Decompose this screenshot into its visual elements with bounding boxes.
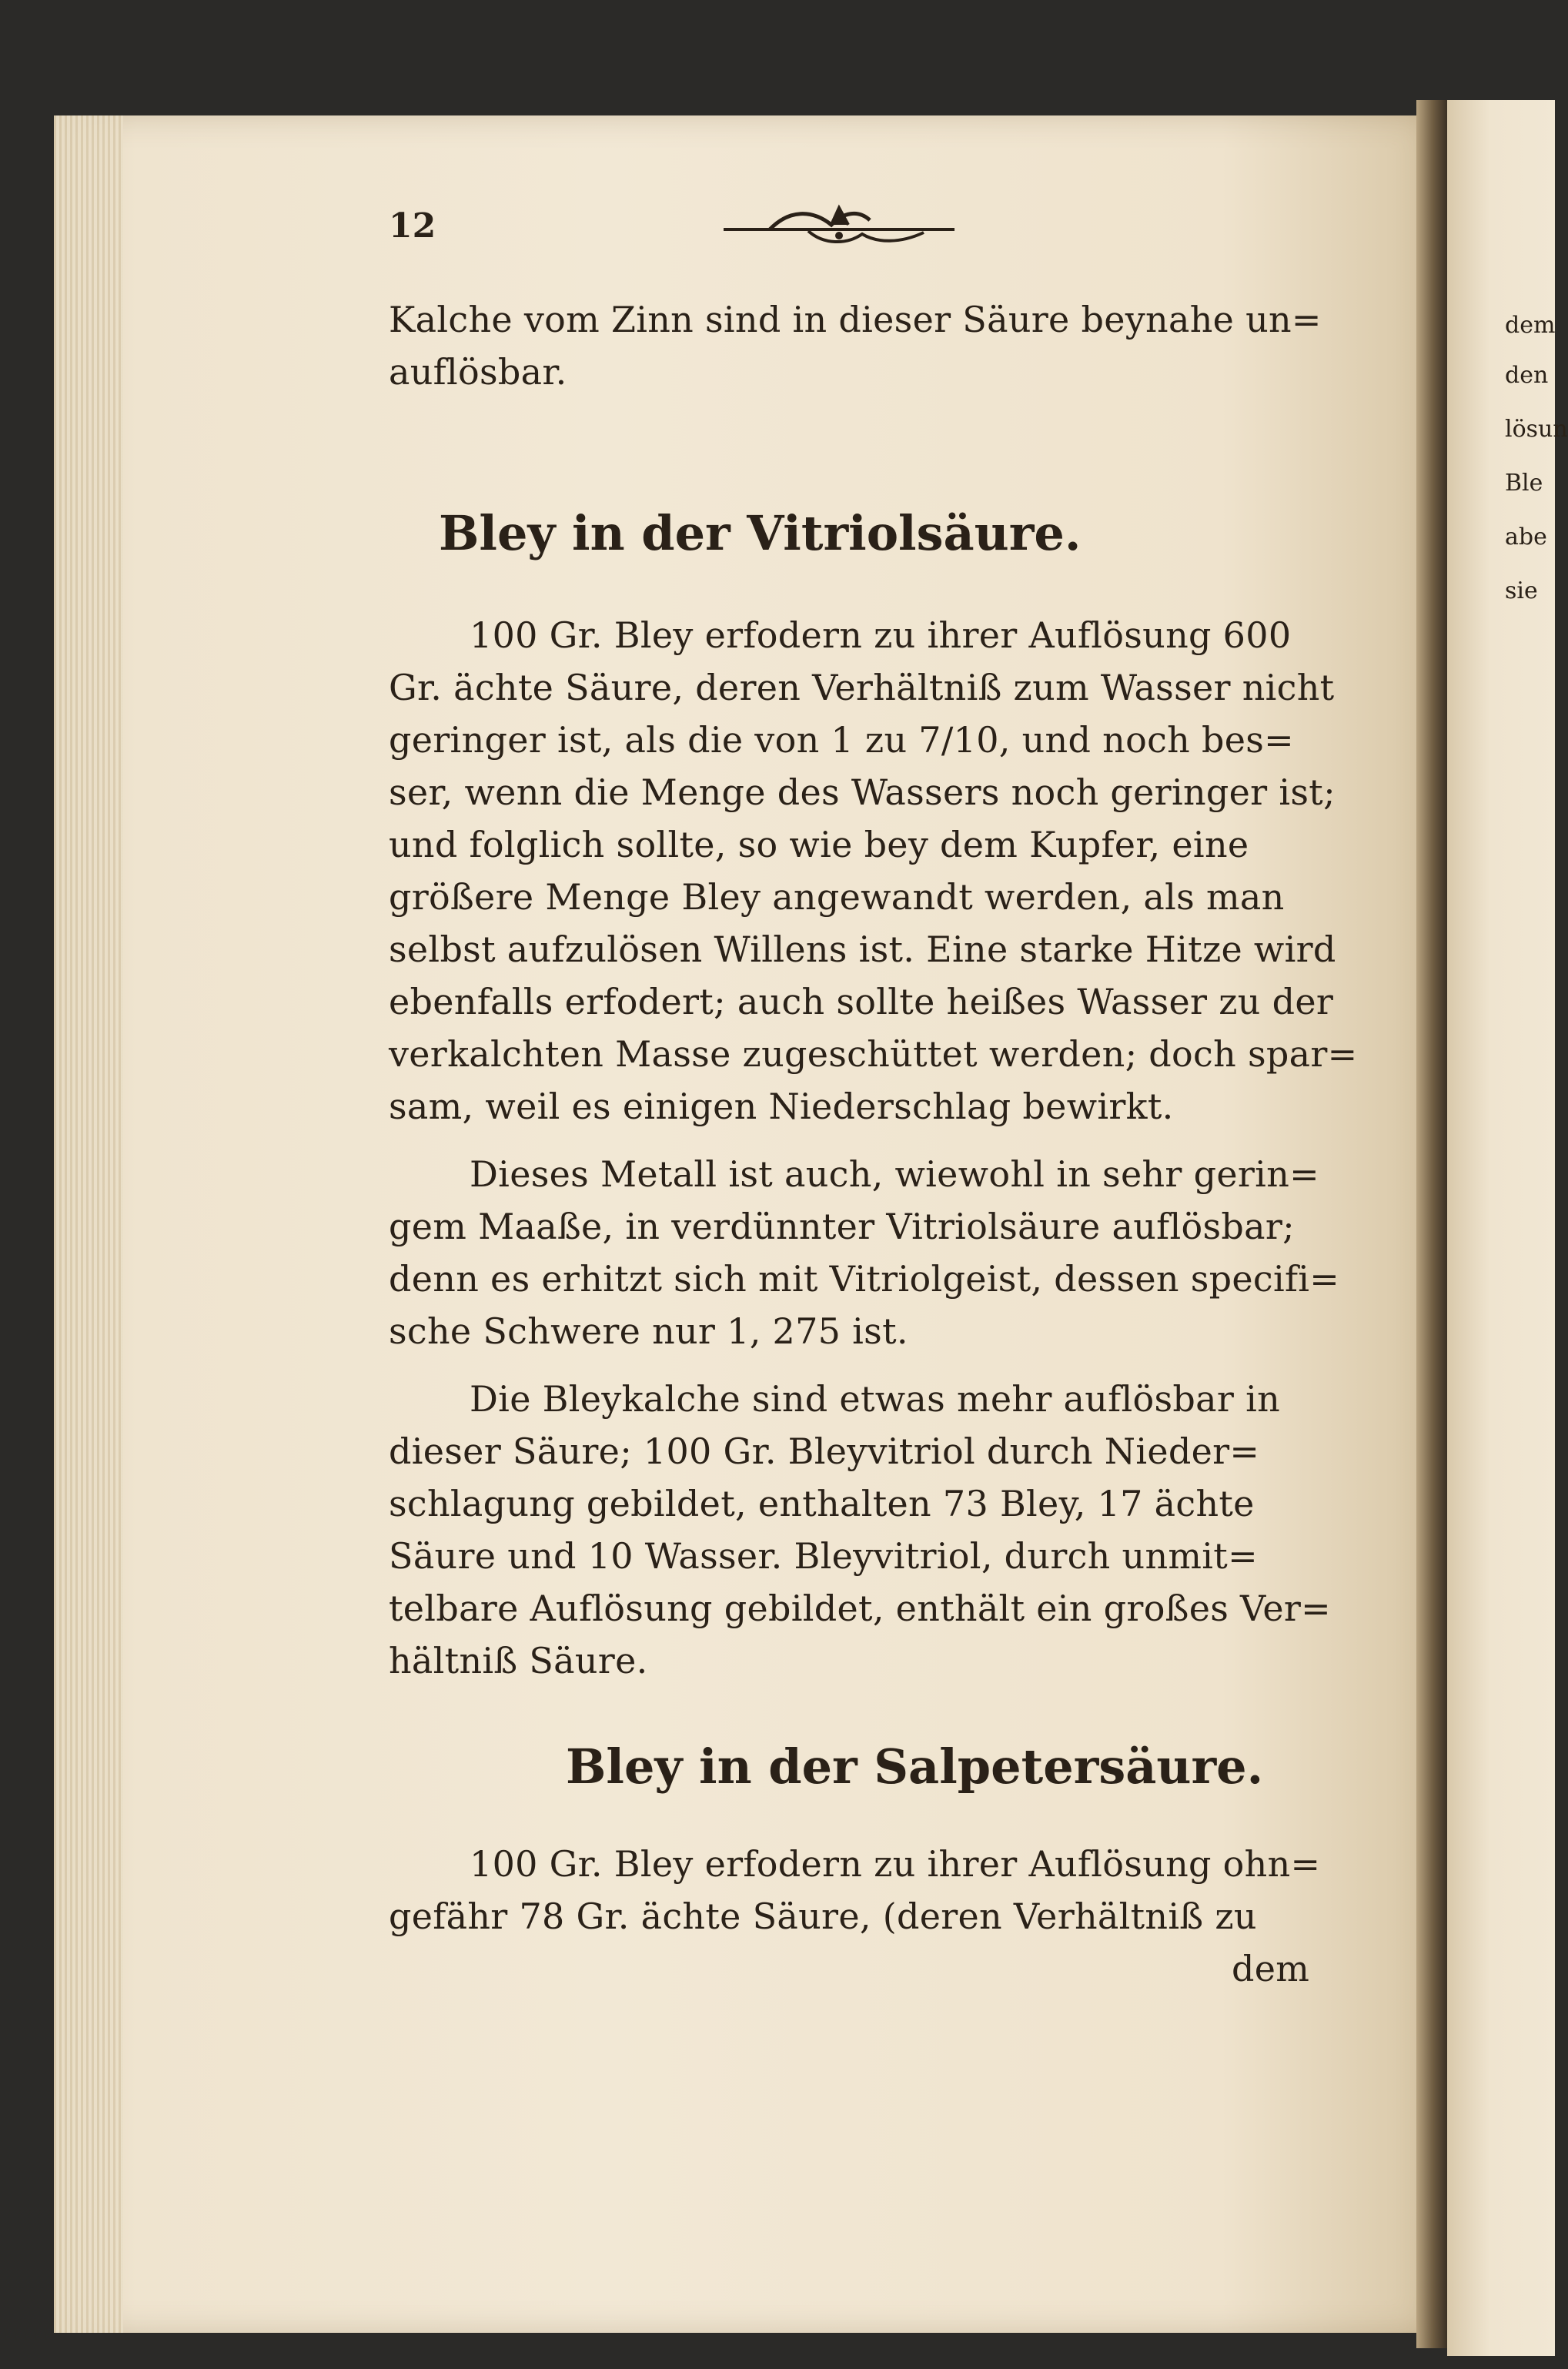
text-line: gefähr 78 Gr. ächte Säure, (deren Verhältniß zu [389,1896,1257,1937]
text-line: und folglich sollte, so wie bey dem Kupfer, eine [389,824,1249,865]
text-line: Säure und 10 Wasser. Bleyvitriol, durch unmit= [389,1535,1258,1577]
catchword: dem [1232,1948,1310,1989]
text-line: dieser Säure; 100 Gr. Bleyvitriol durch Nieder= [389,1430,1260,1472]
text-line: 100 Gr. Bley erfodern zu ihrer Auflösung 600 [470,614,1292,656]
right-page-fragment: den [1505,362,1549,389]
text-line: ser, wenn die Menge des Wassers noch geringer ist; [389,771,1336,813]
page-number: 12 [389,206,436,246]
right-page-fragment: abe [1505,524,1547,550]
right-page-fragment: lösun [1505,416,1568,443]
right-page-fragment: dem [1505,312,1556,339]
text-line: gem Maaße, in verdünnter Vitriolsäure auflösbar; [389,1206,1295,1247]
text-line: Die Bleykalche sind etwas mehr auflösbar in [470,1378,1281,1420]
page-edges [54,115,123,2333]
text-line: schlagung gebildet, enthalten 73 Bley, 17 ächte [389,1483,1255,1524]
text-line: ebenfalls erfodert; auch sollte heißes Wasser zu der [389,981,1334,1022]
text-line: Gr. ächte Säure, deren Verhältniß zum Wasser nicht [389,667,1335,708]
text-line: geringer ist, als die von 1 zu 7/10, und noch bes= [389,719,1295,761]
text-line: Dieses Metall ist auch, wiewohl in sehr gerin= [470,1153,1319,1195]
text-line: hältniß Säure. [389,1640,648,1681]
section-heading-salpeter: Bley in der Salpetersäure. [566,1738,1264,1795]
text-line: auflösbar. [389,351,567,393]
right-page-fragment: Ble [1505,470,1543,497]
text-line: Kalche vom Zinn sind in dieser Säure beynahe un= [389,299,1322,340]
text-line: telbare Auflösung gebildet, enthält ein großes Ver= [389,1588,1332,1629]
text-line: selbst aufzulösen Willens ist. Eine starke Hitze wird [389,929,1336,970]
text-line: sche Schwere nur 1, 275 ist. [389,1310,908,1352]
section-heading-vitriol: Bley in der Vitriolsäure. [439,505,1082,561]
text-line: verkalchten Masse zugeschüttet werden; doch spar= [389,1033,1358,1075]
right-page-fragment: sie [1505,577,1538,604]
ornament-vignette-icon [716,202,962,248]
text-line: denn es erhitzt sich mit Vitriolgeist, dessen specifi= [389,1258,1340,1300]
book-gutter [1416,100,1447,2348]
text-line: 100 Gr. Bley erfodern zu ihrer Auflösung ohn= [470,1843,1321,1885]
text-line: sam, weil es einigen Niederschlag bewirkt. [389,1086,1174,1127]
text-line: größere Menge Bley angewandt werden, als man [389,876,1285,918]
